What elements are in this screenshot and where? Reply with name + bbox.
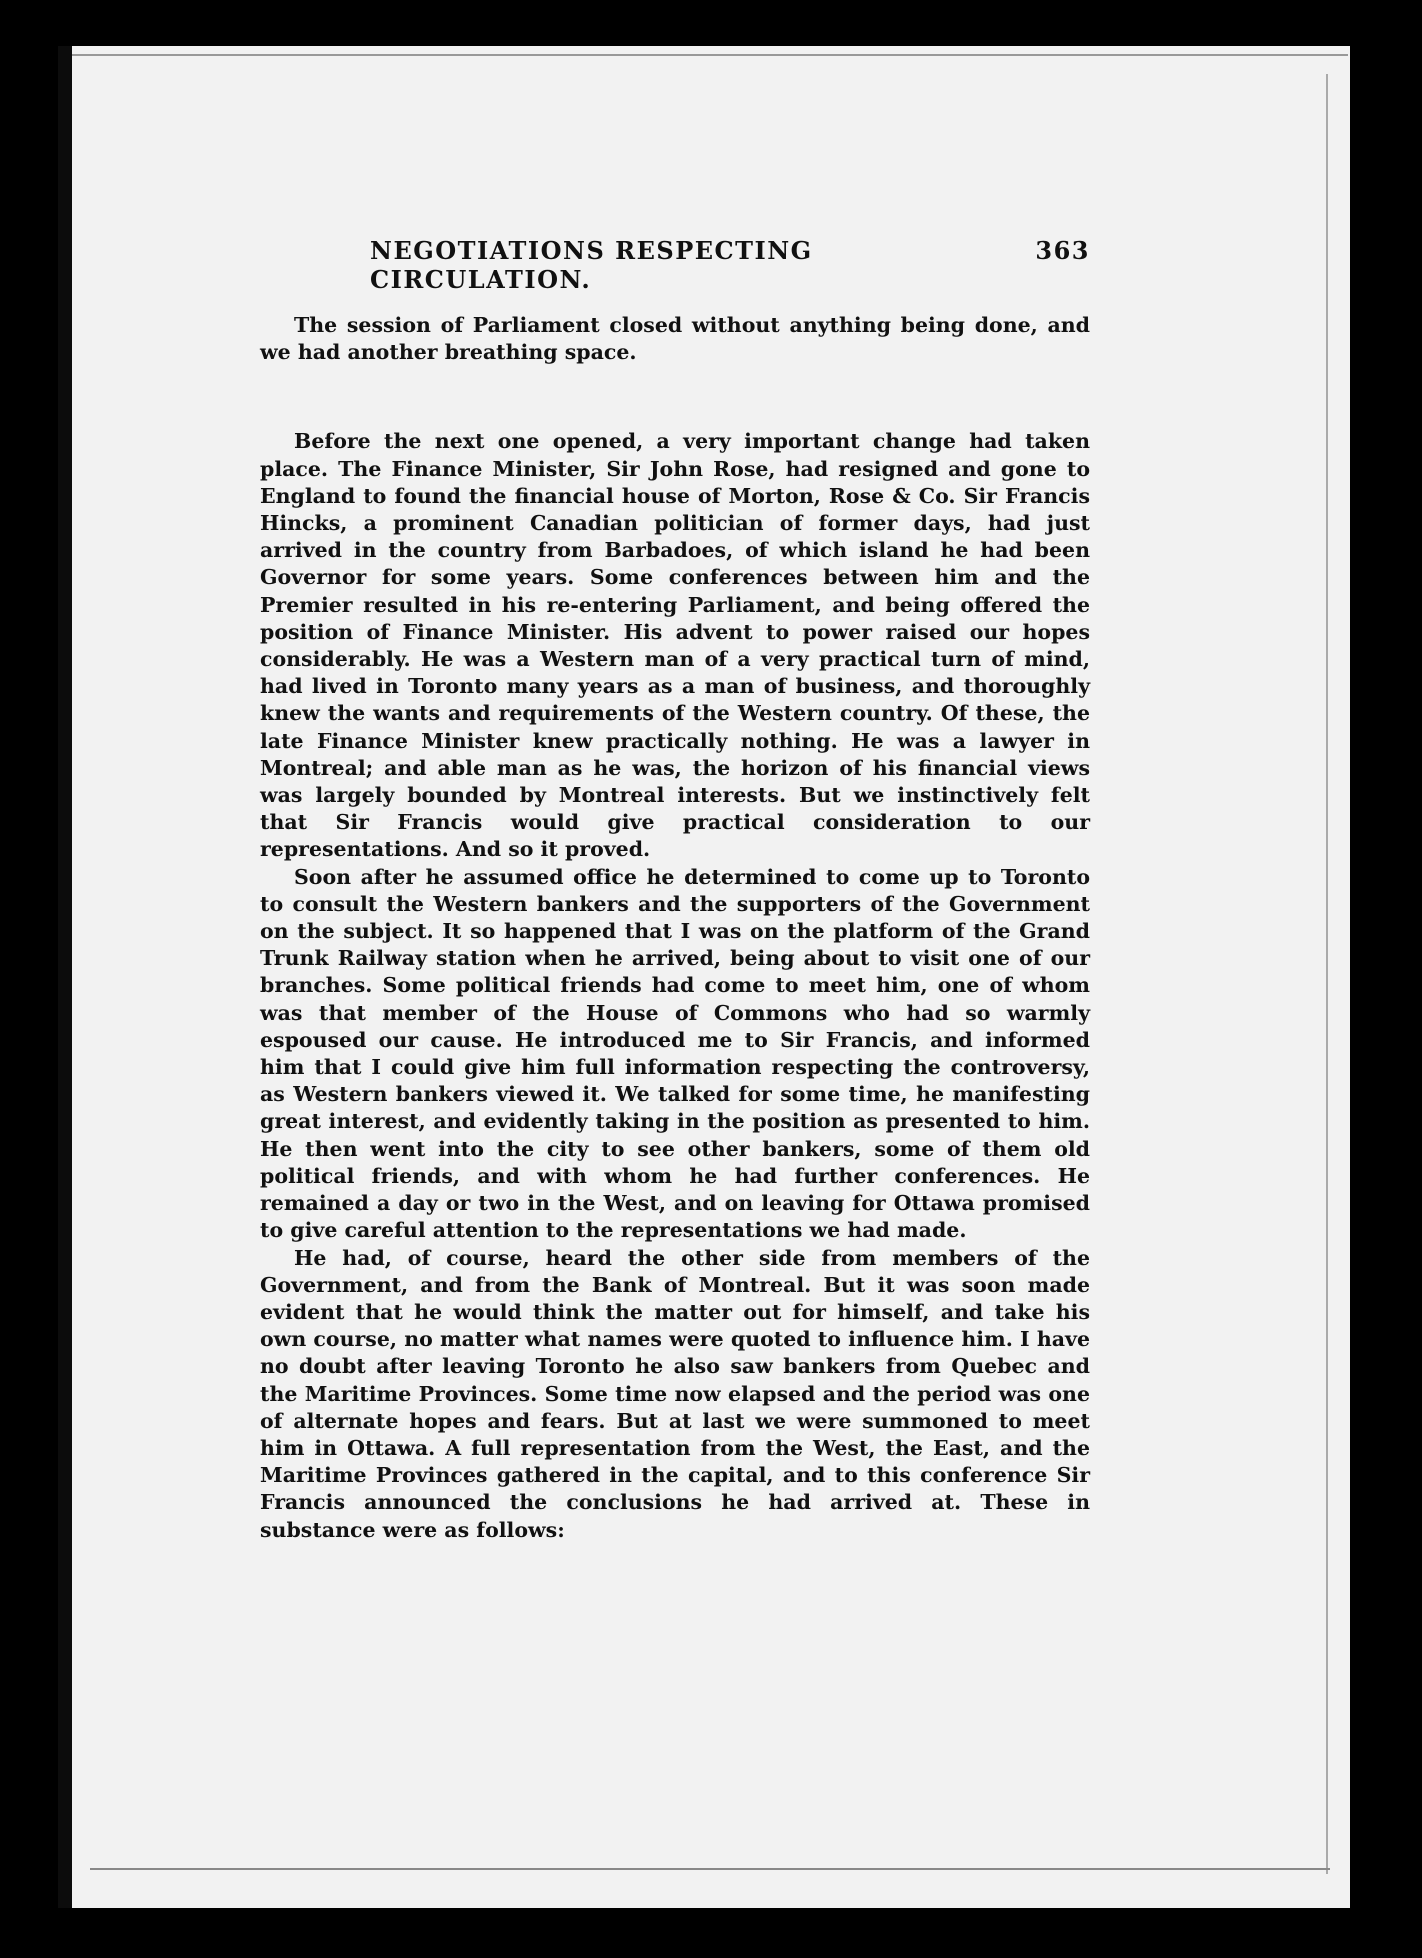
running-head — [260, 236, 1090, 294]
page-edge — [72, 54, 1348, 56]
page-edge — [90, 1868, 1330, 1870]
running-head-title: NEGOTIATIONS RESPECTING CIRCULATION. — [370, 236, 813, 294]
paragraph: Before the next one opened, a very important change had taken place. The Finance Minister, Sir John Rose, had resigned and gone to England to found the financial house of Morton, Rose & Co. Sir Francis Hincks, a prominent Canadian politician of former days, had just arrived in the country from Barbadoes, of which island he had been Governor for some years. Some conferences between him and the Premier resulted in his re-entering Parliament, and being offered the position of Finance Minister. His advent to power raised our hopes considerably. He was a Western man of a very practical turn of mind, had lived in Toronto many years as a man of business, and thoroughly knew the wants and requirements of the Western country. Of these, the late Finance Minister knew practically nothing. He was a lawyer in Montreal; and able man as he was, the horizon of his financial views was largely bounded by Montreal interests. But we instinctively felt that Sir Francis would give practical consideration to our representations. And so it proved. — [260, 429, 1090, 862]
paragraph: The session of Parliament closed without anything being done, and we had another breathing space. — [260, 313, 1090, 365]
paragraph: He had, of course, heard the other side from members of the Government, and from the Bank of Montreal. But it was soon made evident that he would think the matter out for himself, and take his own course, no matter what names were quoted to influence him. I have no doubt after leaving Toronto he also saw bankers from Quebec and the Maritime Provinces. Some time now elapsed and the period was one of alternate hopes and fears. But at last we were summoned to meet him in Ottawa. A full representation from the West, the East, and the Maritime Provinces gathered in the capital, and to this conference Sir Francis announced the conclusions he had arrived at. These in substance were as follows: — [260, 1245, 1090, 1542]
section-gap — [260, 366, 1090, 428]
paragraph: Soon after he assumed office he determined to come up to Toronto to consult the Western bankers and the supporters of the Government on the subject. It so happened that I was on the platform of the Grand Trunk Railway station when he arrived, being about to visit one of our branches. Some political friends had come to meet him, one of whom was that member of the House of Commons who had so warmly espoused our cause. He introduced me to Sir Francis, and informed him that I could give him full information respecting the controversy, as Western bankers viewed it. We talked for some time, he manifesting great interest, and evidently taking in the position as presented to him. He then went into the city to see other bankers, some of them old political friends, and with whom he had further conferences. He remained a day or two in the West, and on leaving for Ottawa promised to give careful attention to the representations we had made. — [260, 864, 1090, 1243]
page-edge — [1326, 74, 1328, 1874]
page-number: 363 — [1035, 236, 1090, 265]
page-body — [260, 236, 1090, 1544]
